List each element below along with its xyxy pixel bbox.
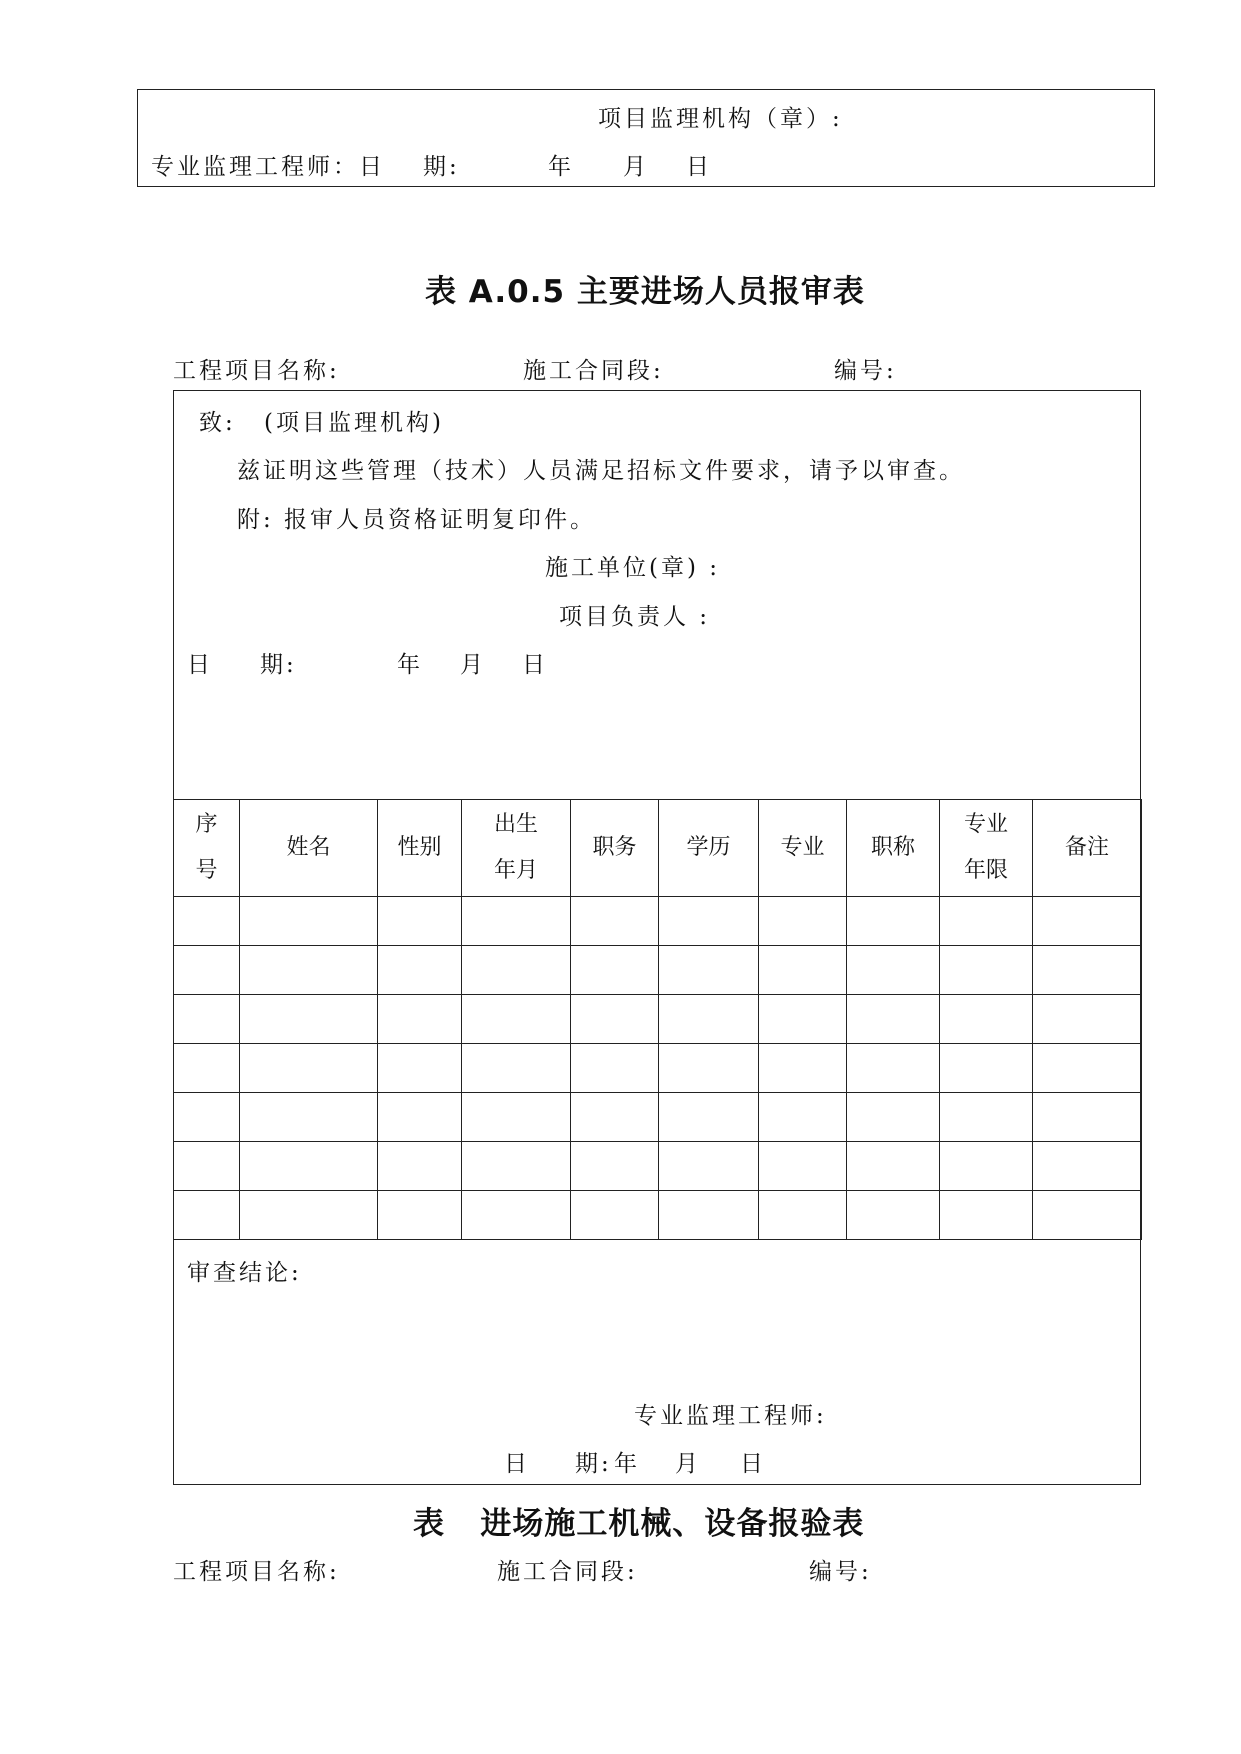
table-cell[interactable] — [1033, 995, 1142, 1044]
engineer-date-prefix: 专业监理工程师：日 — [151, 154, 385, 180]
col-header-remarks: 备注 — [1033, 800, 1142, 897]
table-cell[interactable] — [240, 1142, 378, 1191]
form2-project-name-label: 工程项目名称: — [173, 1559, 340, 1585]
table-cell[interactable] — [940, 1142, 1033, 1191]
table-row — [174, 995, 1142, 1044]
attachment-note: 附: 报审人员资格证明复印件。 — [237, 507, 597, 533]
table-cell[interactable] — [659, 946, 759, 995]
table-cell[interactable] — [174, 1093, 240, 1142]
table-cell[interactable] — [847, 1142, 940, 1191]
col-header-education: 学历 — [659, 800, 759, 897]
col-header-birth: 出生 年月 — [462, 800, 571, 897]
table-cell[interactable] — [659, 1044, 759, 1093]
table-cell[interactable] — [847, 995, 940, 1044]
review-year-label: 年 — [614, 1451, 640, 1477]
table-cell[interactable] — [940, 1044, 1033, 1093]
table-row — [174, 1142, 1142, 1191]
table-cell[interactable] — [240, 1191, 378, 1240]
top-year-label: 年 — [548, 154, 574, 180]
table-cell[interactable] — [1033, 1044, 1142, 1093]
review-day-label: 日 — [740, 1451, 766, 1477]
table-cell[interactable] — [378, 1093, 462, 1142]
review-month-label: 月 — [675, 1451, 701, 1477]
table-cell[interactable] — [571, 1142, 659, 1191]
table-cell[interactable] — [378, 995, 462, 1044]
form1-number-label: 编号: — [834, 358, 897, 384]
table-cell[interactable] — [174, 1142, 240, 1191]
form2-contract-section-label: 施工合同段: — [497, 1559, 638, 1585]
personnel-table — [173, 799, 1142, 1240]
table-cell[interactable] — [940, 897, 1033, 946]
col-header-years: 专业 年限 — [940, 800, 1033, 897]
table-cell[interactable] — [571, 1044, 659, 1093]
top-day-label: 日 — [686, 154, 712, 180]
table-row — [174, 1093, 1142, 1142]
table-cell[interactable] — [1033, 1142, 1142, 1191]
table-cell[interactable] — [174, 1044, 240, 1093]
review-date-day-label: 日 — [504, 1451, 530, 1477]
table-cell[interactable] — [759, 995, 847, 1044]
table-cell[interactable] — [759, 1142, 847, 1191]
col-header-gender: 性别 — [378, 800, 462, 897]
table-cell[interactable] — [571, 897, 659, 946]
table-cell[interactable] — [174, 995, 240, 1044]
table-cell[interactable] — [571, 995, 659, 1044]
table-cell[interactable] — [378, 1191, 462, 1240]
table-cell[interactable] — [462, 1191, 571, 1240]
table-cell[interactable] — [174, 1191, 240, 1240]
to-label: 致: — [199, 410, 236, 436]
form1-year-label: 年 — [397, 652, 423, 678]
table-cell[interactable] — [847, 897, 940, 946]
table-cell[interactable] — [1033, 946, 1142, 995]
org-seal-label: 项目监理机构（章）: — [598, 106, 843, 132]
review-engineer-label: 专业监理工程师: — [634, 1403, 827, 1429]
form2-title: 表 进场施工机械、设备报验表 — [413, 1506, 865, 1542]
table-cell[interactable] — [659, 1142, 759, 1191]
table-cell[interactable] — [571, 1093, 659, 1142]
form1-date-day-label: 日 — [187, 652, 213, 678]
table-cell[interactable] — [462, 946, 571, 995]
form1-day-label: 日 — [522, 652, 548, 678]
form1-title: 表 A.0.5 主要进场人员报审表 — [425, 274, 865, 310]
table-row — [174, 1191, 1142, 1240]
table-cell[interactable] — [759, 897, 847, 946]
table-cell[interactable] — [240, 897, 378, 946]
project-manager-label: 项目负责人 : — [559, 604, 711, 630]
table-cell[interactable] — [462, 897, 571, 946]
form1-month-label: 月 — [460, 652, 486, 678]
table-cell[interactable] — [847, 1044, 940, 1093]
table-cell[interactable] — [759, 1191, 847, 1240]
table-cell[interactable] — [659, 1191, 759, 1240]
table-cell[interactable] — [1033, 1093, 1142, 1142]
col-header-name: 姓名 — [240, 800, 378, 897]
table-cell[interactable] — [659, 1093, 759, 1142]
certification-statement: 兹证明这些管理（技术）人员满足招标文件要求，请予以审查。 — [237, 458, 965, 484]
table-cell[interactable] — [174, 897, 240, 946]
table-cell[interactable] — [1033, 1191, 1142, 1240]
table-cell[interactable] — [847, 1093, 940, 1142]
table-cell[interactable] — [378, 946, 462, 995]
table-row — [174, 946, 1142, 995]
col-header-position: 职务 — [571, 800, 659, 897]
top-date-label: 期: — [423, 154, 460, 180]
table-cell[interactable] — [240, 1044, 378, 1093]
table-row — [174, 897, 1142, 946]
table-cell[interactable] — [462, 1093, 571, 1142]
table-cell[interactable] — [759, 1044, 847, 1093]
table-cell[interactable] — [378, 1044, 462, 1093]
table-cell[interactable] — [571, 946, 659, 995]
table-header-row — [174, 800, 1142, 897]
table-cell[interactable] — [1033, 897, 1142, 946]
table-cell[interactable] — [378, 897, 462, 946]
table-cell[interactable] — [940, 995, 1033, 1044]
top-month-label: 月 — [623, 154, 649, 180]
table-cell[interactable] — [174, 946, 240, 995]
table-cell[interactable] — [462, 1044, 571, 1093]
table-cell[interactable] — [240, 995, 378, 1044]
to-target: (项目监理机构) — [264, 410, 444, 436]
table-cell[interactable] — [847, 1191, 940, 1240]
table-cell[interactable] — [659, 897, 759, 946]
form1-project-name-label: 工程项目名称: — [173, 358, 340, 384]
contractor-seal-label: 施工单位(章) : — [545, 555, 721, 581]
table-cell[interactable] — [847, 946, 940, 995]
col-header-seq: 序 号 — [174, 800, 240, 897]
review-date-label: 期: — [575, 1451, 612, 1477]
table-cell[interactable] — [940, 1191, 1033, 1240]
table-cell[interactable] — [240, 1093, 378, 1142]
table-cell[interactable] — [940, 1093, 1033, 1142]
table-cell[interactable] — [940, 946, 1033, 995]
table-cell[interactable] — [571, 1191, 659, 1240]
form1-date-label: 期: — [260, 652, 297, 678]
table-cell[interactable] — [462, 1142, 571, 1191]
table-row — [174, 1044, 1142, 1093]
form2-number-label: 编号: — [809, 1559, 872, 1585]
col-header-title: 职称 — [847, 800, 940, 897]
col-header-major: 专业 — [759, 800, 847, 897]
table-cell[interactable] — [659, 995, 759, 1044]
table-cell[interactable] — [759, 1093, 847, 1142]
form1-contract-section-label: 施工合同段: — [523, 358, 664, 384]
table-cell[interactable] — [462, 995, 571, 1044]
table-cell[interactable] — [759, 946, 847, 995]
table-cell[interactable] — [378, 1142, 462, 1191]
table-cell[interactable] — [240, 946, 378, 995]
review-conclusion-label: 审查结论: — [187, 1260, 302, 1286]
